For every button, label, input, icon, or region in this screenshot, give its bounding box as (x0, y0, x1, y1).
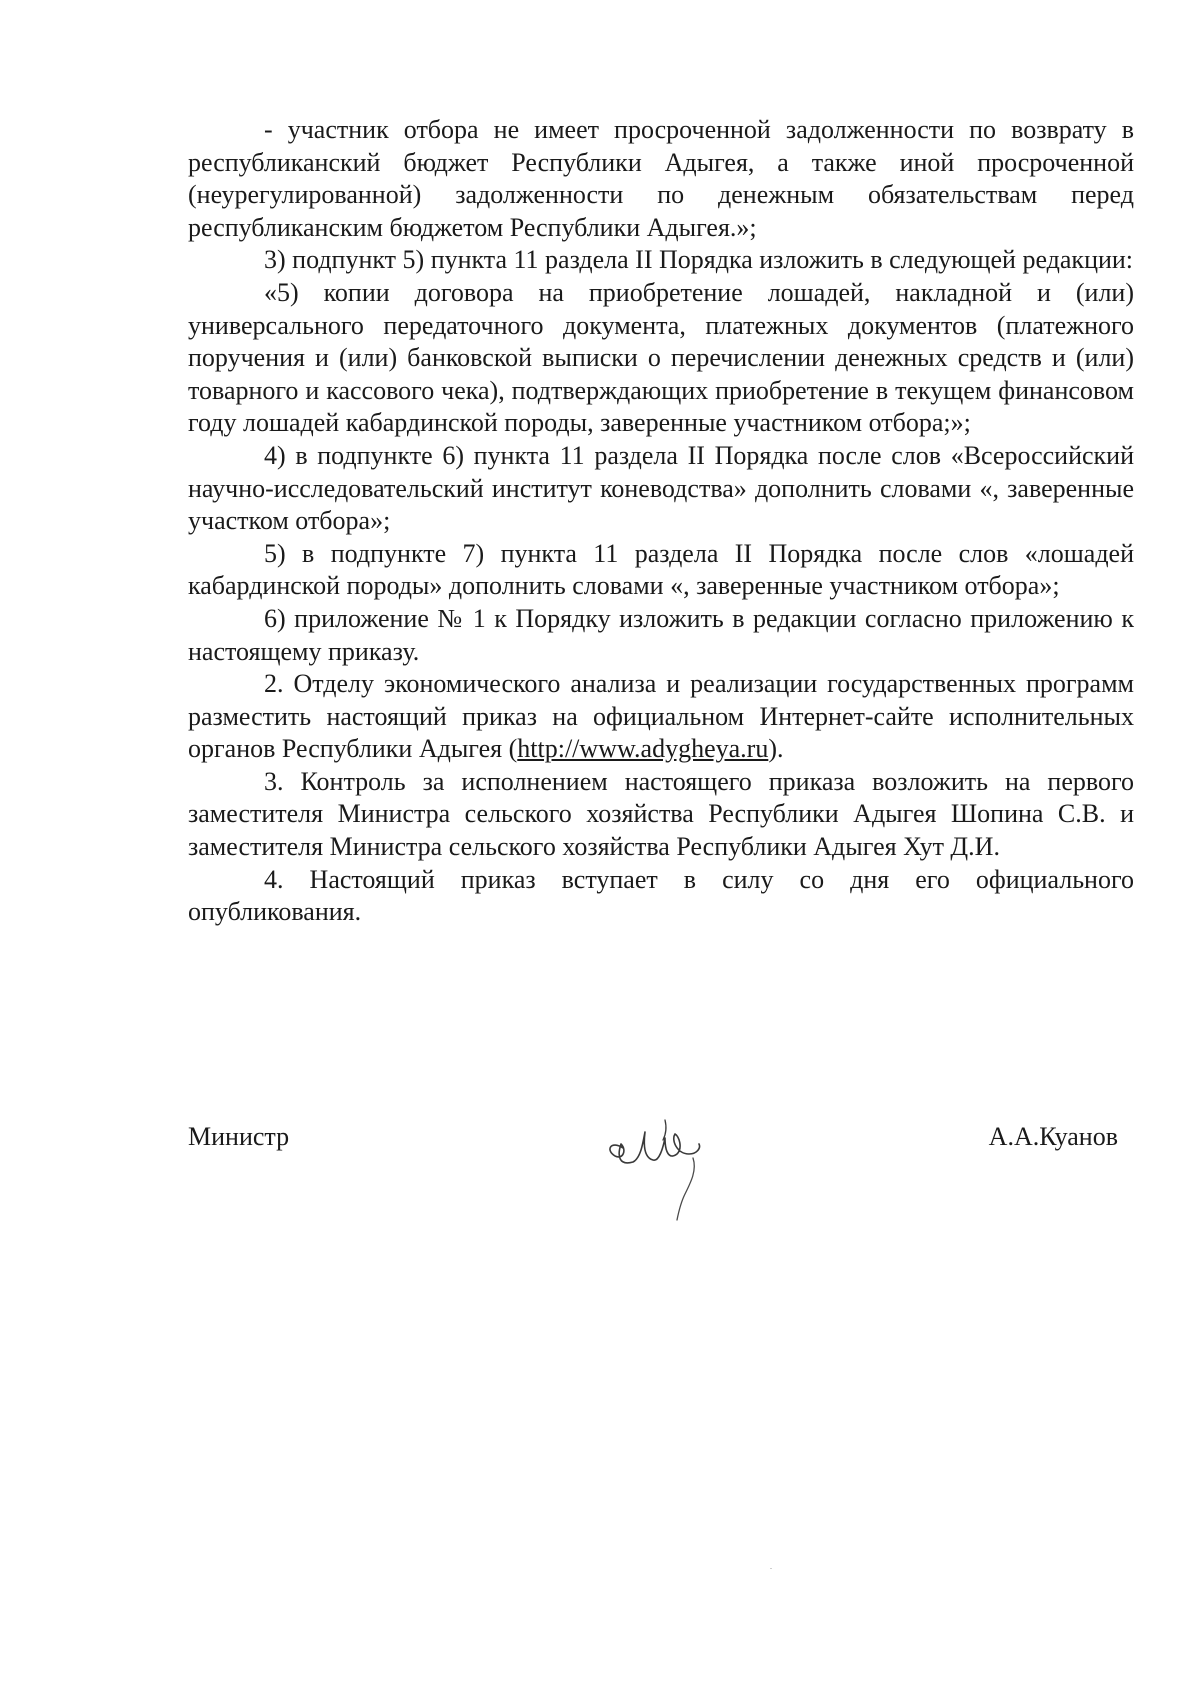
signatory-name: А.А.Куанов (988, 1122, 1118, 1151)
paragraph-subpoint-5: 3) подпункт 5) пункта 11 раздела II Порядка изложить в следующей редакции: (264, 245, 1134, 275)
paragraph-website-publication (188, 668, 1134, 766)
paragraph-subpoint-6: 4) в подпункте 6) пункта 11 раздела II Порядка после слов «Всероссийский научно-исследовательский институт коневодства» дополнить словами «, заверенные участком отбора»; (188, 440, 1134, 536)
paragraph-effective-date: 4. Настоящий приказ вступает в силу со дня его официального опубликования. (188, 864, 1134, 927)
website-text-before: 2. Отделу экономического анализа и реализации государственных программ разместить настоящий приказ на официальном Интернет-сайте исполнительных органов Республики Адыгея ( (188, 669, 1134, 764)
document-body (188, 114, 1134, 929)
scan-speck (770, 1568, 772, 1569)
paragraph-subpoint-7: 5) в подпункте 7) пункта 11 раздела II Порядка после слов «лошадей кабардинской породы» дополнить словами «, заверенные участником отбора»; (188, 538, 1134, 601)
website-link[interactable]: http://www.adygheya.ru (517, 734, 769, 764)
paragraph-documents-list: «5) копии договора на приобретение лошадей, накладной и (или) универсального передаточного документа, платежных документов (платежного поручения и (или) банковской выписки о перечислении денежных средств и (или) товарного и кассового чека), подтверждающих приобретение в текущем финансовом году лошадей кабардинской породы, заверенные участником отбора;»; (188, 277, 1134, 438)
paragraph-appendix: 6) приложение № 1 к Порядку изложить в редакции согласно приложению к настоящему приказу. (188, 603, 1134, 666)
signatory-title: Министр (188, 1122, 290, 1151)
paragraph-debt-condition: - участник отбора не имеет просроченной задолженности по возврату в республиканский бюджет Республики Адыгея, а также иной просроченной (неурегулированной) задолженности по денежным обязательствам перед республиканским бюджетом Республики Адыгея.»; (188, 115, 1134, 242)
paragraph-control: 3. Контроль за исполнением настоящего приказа возложить на первого заместителя Министра сельского хозяйства Республики Адыгея Шопина С.В. и заместителя Министра сельского хозяйства Республики Адыгея Хут Д.И. (188, 766, 1134, 862)
handwritten-signature (593, 1098, 723, 1228)
signature-block (188, 1118, 1118, 1238)
website-text-after: ). (768, 734, 784, 764)
